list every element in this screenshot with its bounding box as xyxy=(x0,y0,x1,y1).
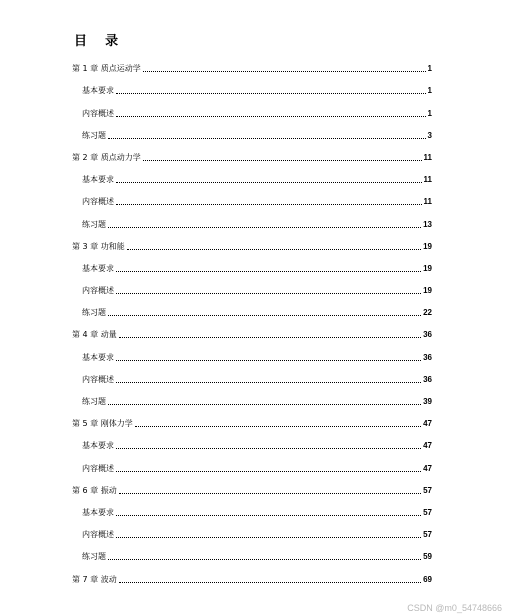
toc-entry-label: 基本要求 xyxy=(82,175,114,185)
toc-entry-label: 第 6 章 振动 xyxy=(72,485,117,495)
toc-page-number: 13 xyxy=(423,219,432,229)
toc-entry-label: 基本要求 xyxy=(82,507,114,517)
toc-page-number: 11 xyxy=(423,175,432,185)
toc-entry-label: 基本要求 xyxy=(82,263,114,273)
toc-page-number: 22 xyxy=(423,308,432,318)
toc-entry-label: 第 2 章 质点动力学 xyxy=(72,152,141,162)
toc-section-entry[interactable] xyxy=(72,252,432,274)
toc-page-number: 57 xyxy=(423,485,432,495)
toc-section-entry[interactable] xyxy=(72,340,432,362)
toc-entry-label: 内容概述 xyxy=(82,108,114,118)
toc-dot-leader xyxy=(108,404,421,405)
toc-section-entry[interactable] xyxy=(72,363,432,385)
toc-section-entry[interactable] xyxy=(72,296,432,318)
toc-section-entry[interactable] xyxy=(72,119,432,141)
toc-section-entry[interactable] xyxy=(72,518,432,540)
toc-dot-leader xyxy=(108,559,421,560)
toc-page-number: 3 xyxy=(427,130,432,140)
toc-chapter-entry[interactable] xyxy=(72,318,432,340)
toc-chapter-entry[interactable] xyxy=(72,407,432,429)
toc-dot-leader xyxy=(108,315,421,316)
toc-entry-label: 第 7 章 波动 xyxy=(72,574,117,584)
toc-dot-leader xyxy=(108,138,426,139)
toc-dot-leader xyxy=(116,293,421,294)
toc-page-number: 36 xyxy=(423,374,432,384)
toc-page-number: 1 xyxy=(427,86,432,96)
toc-chapter-entry[interactable] xyxy=(72,562,432,584)
toc-entry-label: 第 3 章 功和能 xyxy=(72,241,125,251)
toc-section-entry[interactable] xyxy=(72,496,432,518)
toc-section-entry[interactable] xyxy=(72,274,432,296)
toc-section-entry[interactable] xyxy=(72,385,432,407)
toc-entry-label: 基本要求 xyxy=(82,352,114,362)
toc-dot-leader xyxy=(108,227,421,228)
toc-dot-leader xyxy=(135,426,421,427)
toc-section-entry[interactable] xyxy=(72,163,432,185)
toc-entry-label: 基本要求 xyxy=(82,441,114,451)
toc-dot-leader xyxy=(143,71,426,72)
toc-page-number: 57 xyxy=(423,507,432,517)
toc-entry-label: 内容概述 xyxy=(82,463,114,473)
toc-page-number: 36 xyxy=(423,352,432,362)
toc-title: 目 录 xyxy=(74,34,119,49)
toc-entry-label: 内容概述 xyxy=(82,286,114,296)
toc-page-number: 47 xyxy=(423,463,432,473)
toc-dot-leader xyxy=(143,160,422,161)
toc-entry-label: 基本要求 xyxy=(82,86,114,96)
toc-page-number: 47 xyxy=(423,419,432,429)
toc-page-number: 47 xyxy=(423,441,432,451)
toc-page-number: 11 xyxy=(423,152,432,162)
toc-entry-label: 第 4 章 动量 xyxy=(72,330,117,340)
toc-page-number: 69 xyxy=(423,574,432,584)
toc-dot-leader xyxy=(119,493,421,494)
toc-page-number: 57 xyxy=(423,530,432,540)
toc-entry-label: 内容概述 xyxy=(82,197,114,207)
toc-section-entry[interactable] xyxy=(72,540,432,562)
toc-dot-leader xyxy=(116,471,421,472)
toc-entry-label: 练习题 xyxy=(82,552,106,562)
toc-entry-label: 内容概述 xyxy=(82,530,114,540)
toc-list xyxy=(72,52,432,585)
toc-chapter-entry[interactable] xyxy=(72,230,432,252)
toc-entry-label: 第 1 章 质点运动学 xyxy=(72,64,141,74)
toc-dot-leader xyxy=(116,448,421,449)
toc-entry-label: 练习题 xyxy=(82,130,106,140)
toc-section-entry[interactable] xyxy=(72,74,432,96)
toc-page-number: 1 xyxy=(427,64,432,74)
toc-entry-label: 练习题 xyxy=(82,397,106,406)
toc-dot-leader xyxy=(119,582,421,583)
toc-dot-leader xyxy=(116,182,422,183)
toc-dot-leader xyxy=(116,204,422,205)
toc-section-entry[interactable] xyxy=(72,185,432,207)
toc-dot-leader xyxy=(116,515,421,516)
toc-dot-leader xyxy=(127,249,421,250)
toc-page-number: 59 xyxy=(423,552,432,562)
toc-dot-leader xyxy=(116,93,426,94)
toc-entry-label: 练习题 xyxy=(82,308,106,318)
toc-dot-leader xyxy=(119,337,421,338)
toc-section-entry[interactable] xyxy=(72,207,432,229)
toc-section-entry[interactable] xyxy=(72,429,432,451)
toc-chapter-entry[interactable] xyxy=(72,52,432,74)
toc-entry-label: 第 5 章 刚体力学 xyxy=(72,419,133,429)
toc-dot-leader xyxy=(116,537,421,538)
toc-section-entry[interactable] xyxy=(72,451,432,473)
toc-page-number: 11 xyxy=(423,197,432,207)
toc-chapter-entry[interactable] xyxy=(72,141,432,163)
toc-dot-leader xyxy=(116,382,421,383)
toc-chapter-entry[interactable] xyxy=(72,474,432,496)
toc-dot-leader xyxy=(116,360,421,361)
toc-dot-leader xyxy=(116,116,426,117)
toc-page-number: 19 xyxy=(423,263,432,273)
toc-section-entry[interactable] xyxy=(72,96,432,118)
toc-page-number: 36 xyxy=(423,330,432,340)
toc-entry-label: 练习题 xyxy=(82,219,106,229)
toc-dot-leader xyxy=(116,271,421,272)
toc-page-number: 39 xyxy=(423,397,432,406)
toc-page-number: 19 xyxy=(423,286,432,296)
csdn-watermark: CSDN @m0_54748666 xyxy=(407,603,502,613)
toc-page-number: 19 xyxy=(423,241,432,251)
toc-entry-label: 内容概述 xyxy=(82,374,114,384)
toc-page-number: 1 xyxy=(427,108,432,118)
